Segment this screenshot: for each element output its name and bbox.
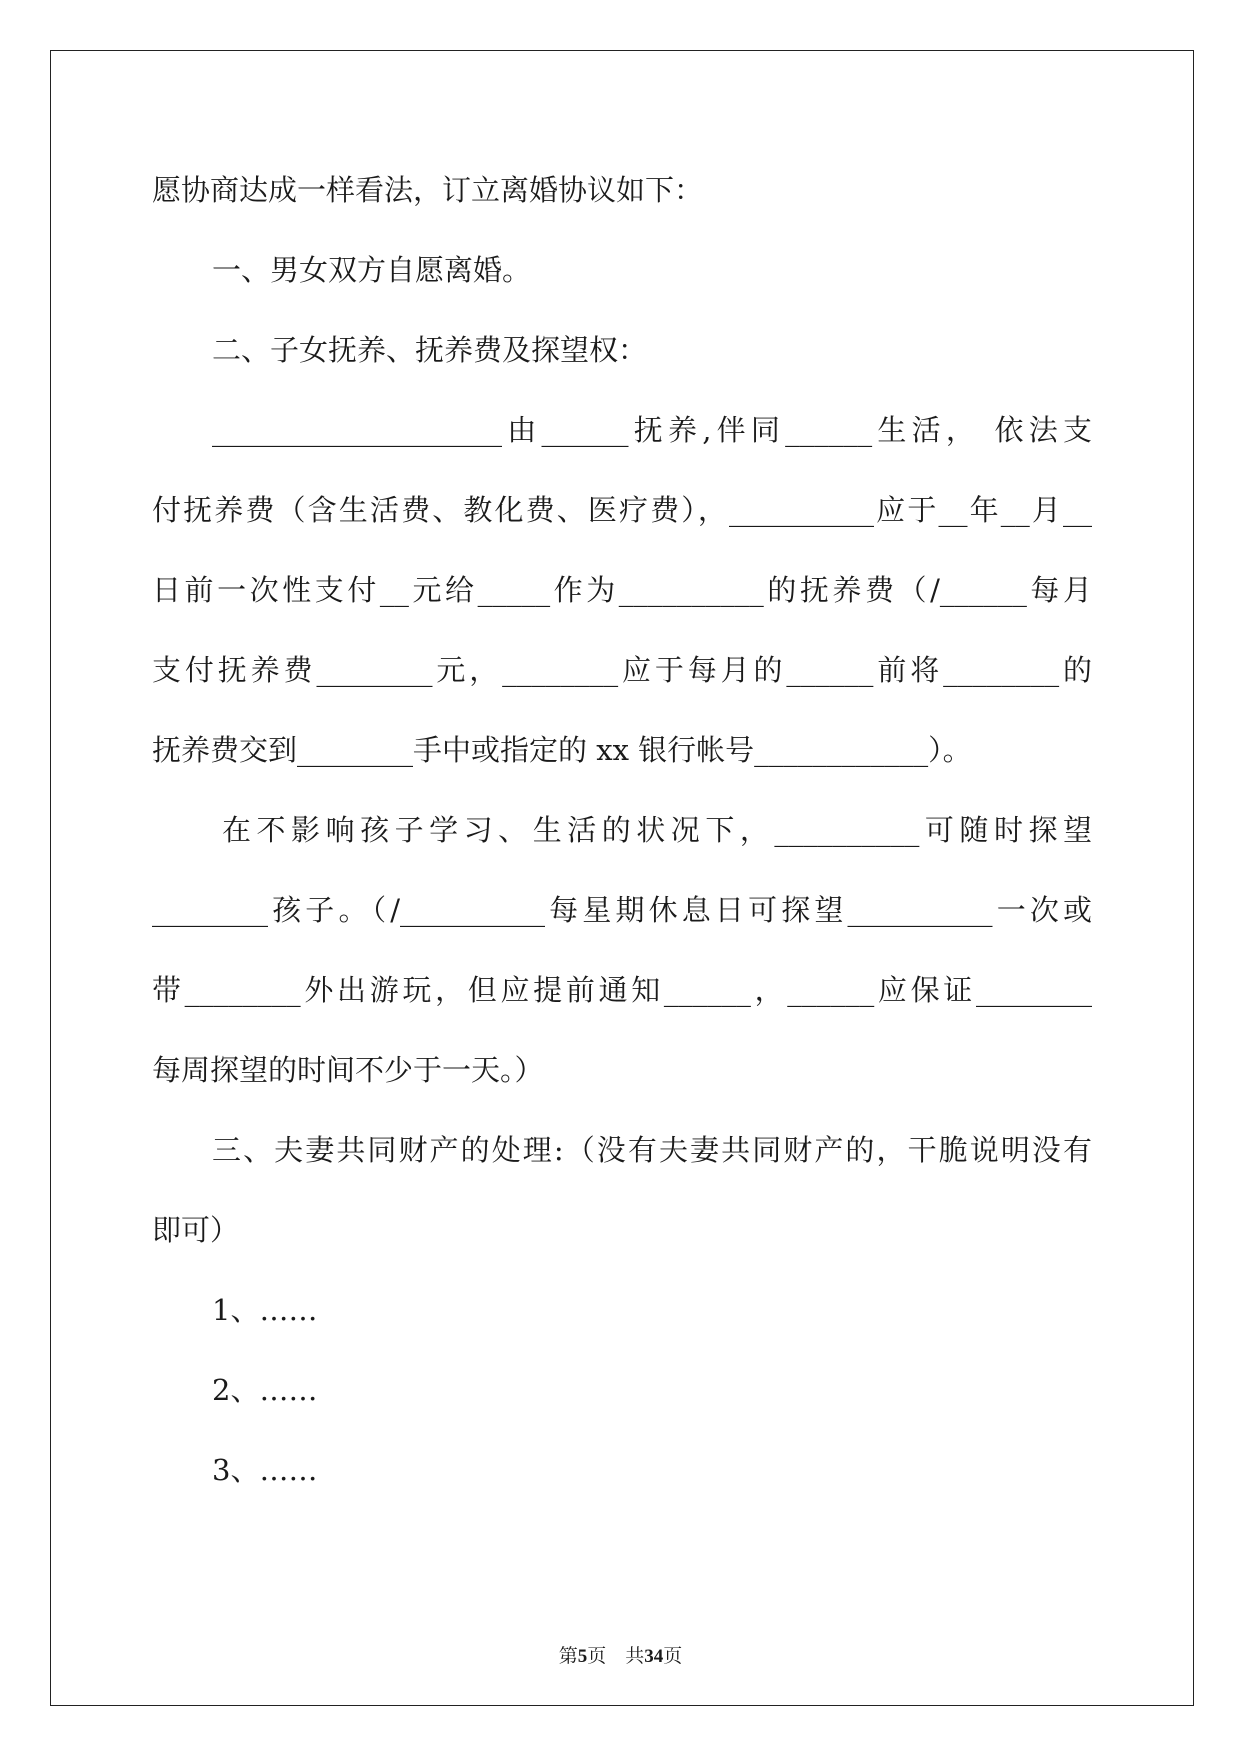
paragraph-line: ________孩子。（/__________每星期休息日可探望__________一次或 [152, 893, 1092, 927]
footer-middle: 页 共 [587, 1645, 645, 1667]
list-item: 1、…… [212, 1293, 318, 1327]
page-footer [0, 1641, 1241, 1668]
footer-prefix: 第 [558, 1645, 578, 1667]
paragraph-line: 付抚养费（含生活费、教化费、医疗费），__________应于__年__月__ [152, 493, 1092, 527]
page-number: 5 [577, 1646, 588, 1667]
paragraph-line: 带________外出游玩，但应提前通知______，______应保证________ [152, 973, 1092, 1007]
clause-heading: 一、男女双方自愿离婚。 [212, 253, 532, 287]
paragraph-line: 愿协商达成一样看法，订立离婚协议如下： [152, 173, 704, 207]
paragraph-line: 每周探望的时间不少于一天。） [152, 1053, 544, 1087]
total-pages: 34 [644, 1646, 664, 1667]
paragraph-line: 日前一次性支付__元给_____作为__________的抚养费（/______每月 [152, 573, 1092, 607]
list-item: 3、…… [212, 1453, 318, 1487]
paragraph-line: 抚养费交到________手中或指定的 xx 银行帐号____________）。 [152, 733, 972, 767]
footer-suffix: 页 [663, 1645, 683, 1667]
list-item: 2、…… [212, 1373, 318, 1407]
clause-heading: 二、子女抚养、抚养费及探望权： [212, 333, 648, 367]
paragraph-line: 即可） [152, 1213, 240, 1247]
paragraph-line: 在不影响孩子学习、生活的状况下，__________可随时探望 [222, 813, 1092, 847]
paragraph-line: 支付抚养费________元，________应于每月的______前将________的 [152, 653, 1092, 687]
paragraph-line: ____________________由______抚养,伴同______生活， 依法支 [212, 413, 1092, 447]
clause-heading: 三、夫妻共同财产的处理:（没有夫妻共同财产的，干脆说明没有 [212, 1133, 1092, 1167]
